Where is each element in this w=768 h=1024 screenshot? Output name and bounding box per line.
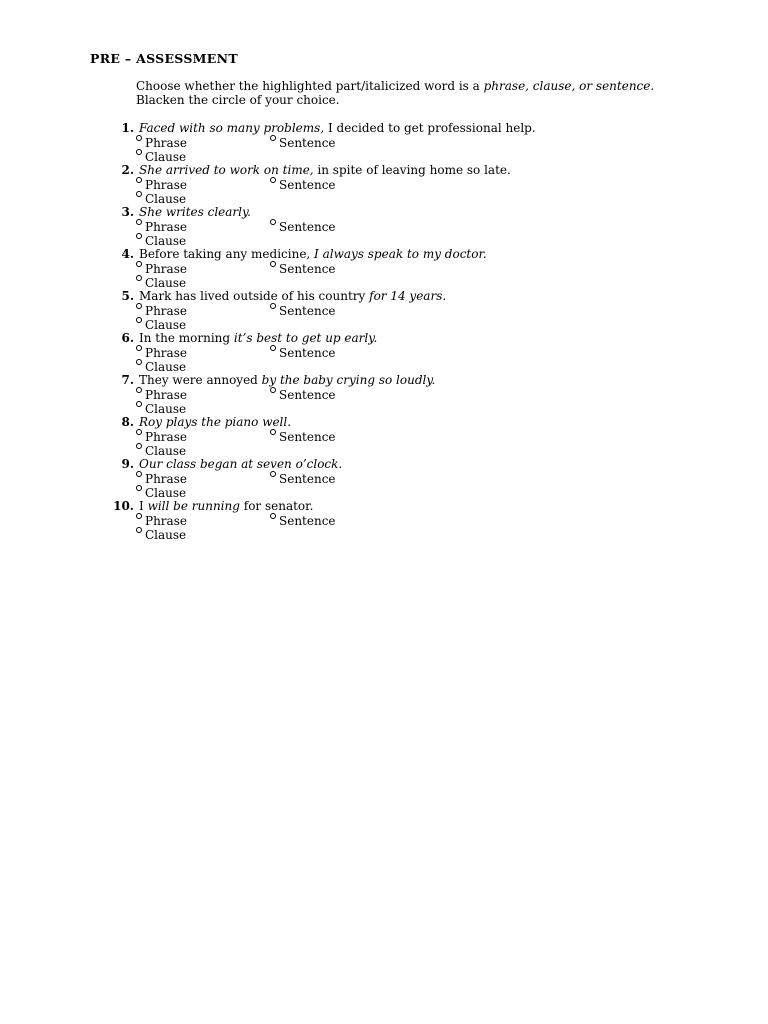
option-sentence[interactable] bbox=[270, 261, 336, 276]
option-label: Phrase bbox=[145, 220, 187, 234]
radio-circle-icon[interactable] bbox=[270, 303, 276, 309]
question-text bbox=[139, 457, 342, 471]
radio-circle-icon[interactable] bbox=[136, 387, 142, 393]
radio-circle-icon[interactable] bbox=[270, 177, 276, 183]
options-row bbox=[110, 527, 730, 541]
question-text-plain: I bbox=[139, 499, 148, 513]
question-number: 8. bbox=[121, 415, 134, 429]
question-item bbox=[110, 331, 730, 373]
radio-circle-icon[interactable] bbox=[136, 429, 142, 435]
question-text-plain: In the morning bbox=[139, 331, 234, 345]
option-phrase[interactable] bbox=[136, 303, 187, 318]
radio-circle-icon[interactable] bbox=[136, 471, 142, 477]
option-sentence[interactable] bbox=[270, 513, 336, 528]
question-text-italic: by the baby crying so loudly. bbox=[261, 373, 436, 387]
option-label: Phrase bbox=[145, 388, 187, 402]
option-label: Clause bbox=[145, 402, 187, 416]
option-label: Clause bbox=[145, 486, 187, 500]
radio-circle-icon[interactable] bbox=[270, 513, 276, 519]
question-item bbox=[110, 205, 730, 247]
question-line bbox=[110, 499, 730, 513]
question-item bbox=[110, 457, 730, 499]
option-clause[interactable] bbox=[136, 149, 186, 164]
radio-circle-icon[interactable] bbox=[270, 219, 276, 225]
radio-circle-icon[interactable] bbox=[136, 443, 142, 449]
option-label: Sentence bbox=[279, 388, 336, 402]
question-line bbox=[110, 247, 730, 261]
question-item bbox=[110, 373, 730, 415]
radio-circle-icon[interactable] bbox=[136, 219, 142, 225]
radio-circle-icon[interactable] bbox=[136, 303, 142, 309]
options-row bbox=[110, 429, 730, 443]
option-label: Clause bbox=[145, 234, 187, 248]
option-label: Phrase bbox=[145, 346, 187, 360]
option-label: Phrase bbox=[145, 430, 187, 444]
question-number: 7. bbox=[121, 373, 134, 387]
question-line bbox=[110, 373, 730, 387]
question-text-plain: They were annoyed bbox=[139, 373, 262, 387]
question-number: 1. bbox=[121, 121, 134, 135]
option-clause[interactable] bbox=[136, 359, 186, 374]
question-item bbox=[110, 415, 730, 457]
question-text-italic: it’s best to get up early. bbox=[233, 331, 378, 345]
radio-circle-icon[interactable] bbox=[270, 261, 276, 267]
option-label: Phrase bbox=[145, 304, 187, 318]
instructions-text: Choose whether the highlighted part/italicized word is a bbox=[136, 79, 484, 93]
options-row bbox=[110, 191, 730, 205]
option-label: Sentence bbox=[279, 346, 336, 360]
radio-circle-icon[interactable] bbox=[136, 527, 142, 533]
question-number: 5. bbox=[121, 289, 134, 303]
option-sentence[interactable] bbox=[270, 135, 336, 150]
instructions-line-1 bbox=[136, 79, 654, 93]
question-line bbox=[110, 205, 730, 219]
question-text-italic: will be running bbox=[147, 499, 240, 513]
question-number: 6. bbox=[121, 331, 134, 345]
option-clause[interactable] bbox=[136, 485, 186, 500]
options-row bbox=[110, 149, 730, 163]
options-row bbox=[110, 135, 730, 149]
option-label: Sentence bbox=[279, 220, 336, 234]
options-row bbox=[110, 443, 730, 457]
radio-circle-icon[interactable] bbox=[136, 177, 142, 183]
option-phrase[interactable] bbox=[136, 261, 187, 276]
option-label: Clause bbox=[145, 444, 187, 458]
option-label: Clause bbox=[145, 276, 187, 290]
option-label: Phrase bbox=[145, 514, 187, 528]
radio-circle-icon[interactable] bbox=[136, 261, 142, 267]
question-text-italic: Roy plays the piano well. bbox=[139, 415, 292, 429]
instructions-choices: phrase, clause, or sentence. bbox=[483, 79, 655, 93]
question-number: 10. bbox=[113, 499, 134, 513]
option-label: Phrase bbox=[145, 472, 187, 486]
question-text bbox=[139, 289, 446, 303]
radio-circle-icon[interactable] bbox=[136, 135, 142, 141]
option-sentence[interactable] bbox=[270, 303, 336, 318]
option-sentence[interactable] bbox=[270, 177, 336, 192]
options-row bbox=[110, 233, 730, 247]
options-row bbox=[110, 345, 730, 359]
question-text bbox=[139, 205, 251, 219]
instructions-line-2: Blacken the circle of your choice. bbox=[136, 93, 340, 107]
option-label: Sentence bbox=[279, 178, 336, 192]
option-clause[interactable] bbox=[136, 443, 186, 458]
options-row bbox=[110, 359, 730, 373]
radio-circle-icon[interactable] bbox=[136, 359, 142, 365]
option-label: Phrase bbox=[145, 178, 187, 192]
option-label: Phrase bbox=[145, 136, 187, 150]
option-clause[interactable] bbox=[136, 275, 186, 290]
option-label: Sentence bbox=[279, 514, 336, 528]
question-line bbox=[110, 457, 730, 471]
radio-circle-icon[interactable] bbox=[136, 149, 142, 155]
option-label: Clause bbox=[145, 318, 187, 332]
question-number: 3. bbox=[121, 205, 134, 219]
question-line bbox=[110, 163, 730, 177]
option-label: Sentence bbox=[279, 136, 336, 150]
option-phrase[interactable] bbox=[136, 177, 187, 192]
option-sentence[interactable] bbox=[270, 345, 336, 360]
option-phrase[interactable] bbox=[136, 513, 187, 528]
question-line bbox=[110, 121, 730, 135]
question-text bbox=[139, 163, 511, 177]
question-item bbox=[110, 499, 730, 541]
question-text-plain-end: I decided to get professional help. bbox=[324, 121, 536, 135]
radio-circle-icon[interactable] bbox=[136, 191, 142, 197]
options-row bbox=[110, 513, 730, 527]
question-item bbox=[110, 163, 730, 205]
radio-circle-icon[interactable] bbox=[136, 317, 142, 323]
question-number: 9. bbox=[121, 457, 134, 471]
radio-circle-icon[interactable] bbox=[136, 345, 142, 351]
question-item bbox=[110, 121, 730, 163]
question-line bbox=[110, 331, 730, 345]
option-label: Clause bbox=[145, 360, 187, 374]
question-text bbox=[139, 499, 313, 513]
option-phrase[interactable] bbox=[136, 429, 187, 444]
option-sentence[interactable] bbox=[270, 387, 336, 402]
question-text-italic: Our class began at seven o’clock. bbox=[139, 457, 343, 471]
option-sentence[interactable] bbox=[270, 219, 336, 234]
page-title: PRE – ASSESSMENT bbox=[90, 51, 238, 66]
options-row bbox=[110, 471, 730, 485]
option-phrase[interactable] bbox=[136, 219, 187, 234]
option-label: Phrase bbox=[145, 262, 187, 276]
option-phrase[interactable] bbox=[136, 135, 187, 150]
options-row bbox=[110, 317, 730, 331]
option-clause[interactable] bbox=[136, 233, 186, 248]
options-row bbox=[110, 387, 730, 401]
question-text-italic: for 14 years. bbox=[369, 289, 447, 303]
question-text-plain-end: for senator. bbox=[239, 499, 314, 513]
question-line bbox=[110, 415, 730, 429]
option-clause[interactable] bbox=[136, 191, 186, 206]
option-label: Sentence bbox=[279, 472, 336, 486]
question-line bbox=[110, 289, 730, 303]
option-label: Sentence bbox=[279, 304, 336, 318]
option-label: Sentence bbox=[279, 262, 336, 276]
radio-circle-icon[interactable] bbox=[136, 401, 142, 407]
option-label: Clause bbox=[145, 150, 187, 164]
radio-circle-icon[interactable] bbox=[136, 513, 142, 519]
option-sentence[interactable] bbox=[270, 429, 336, 444]
question-text-plain-end: in spite of leaving home so late. bbox=[313, 163, 511, 177]
option-label: Clause bbox=[145, 192, 187, 206]
question-text-italic: I always speak to my doctor. bbox=[314, 247, 487, 261]
options-row bbox=[110, 177, 730, 191]
question-number: 4. bbox=[121, 247, 134, 261]
question-list bbox=[110, 121, 730, 541]
radio-circle-icon[interactable] bbox=[270, 387, 276, 393]
option-label: Clause bbox=[145, 528, 187, 542]
options-row bbox=[110, 401, 730, 415]
options-row bbox=[110, 219, 730, 233]
option-phrase[interactable] bbox=[136, 345, 187, 360]
options-row bbox=[110, 261, 730, 275]
question-item bbox=[110, 289, 730, 331]
question-text-italic: She arrived to work on time, bbox=[139, 163, 314, 177]
question-text bbox=[139, 247, 487, 261]
options-row bbox=[110, 275, 730, 289]
options-row bbox=[110, 303, 730, 317]
radio-circle-icon[interactable] bbox=[136, 485, 142, 491]
option-clause[interactable] bbox=[136, 527, 186, 542]
option-clause[interactable] bbox=[136, 317, 186, 332]
question-text bbox=[139, 331, 377, 345]
option-sentence[interactable] bbox=[270, 471, 336, 486]
radio-circle-icon[interactable] bbox=[136, 233, 142, 239]
option-label: Sentence bbox=[279, 430, 336, 444]
question-text-plain: Mark has lived outside of his country bbox=[139, 289, 370, 303]
question-text-italic: Faced with so many problems, bbox=[139, 121, 325, 135]
question-number: 2. bbox=[121, 163, 134, 177]
question-text-italic: She writes clearly. bbox=[139, 205, 251, 219]
instructions bbox=[136, 79, 654, 107]
option-clause[interactable] bbox=[136, 401, 186, 416]
radio-circle-icon[interactable] bbox=[270, 135, 276, 141]
option-phrase[interactable] bbox=[136, 387, 187, 402]
radio-circle-icon[interactable] bbox=[270, 429, 276, 435]
options-row bbox=[110, 485, 730, 499]
radio-circle-icon[interactable] bbox=[270, 345, 276, 351]
radio-circle-icon[interactable] bbox=[136, 275, 142, 281]
question-item bbox=[110, 247, 730, 289]
radio-circle-icon[interactable] bbox=[270, 471, 276, 477]
question-text-plain: Before taking any medicine, bbox=[139, 247, 315, 261]
question-text bbox=[139, 415, 291, 429]
question-text bbox=[139, 121, 536, 135]
question-text bbox=[139, 373, 435, 387]
option-phrase[interactable] bbox=[136, 471, 187, 486]
